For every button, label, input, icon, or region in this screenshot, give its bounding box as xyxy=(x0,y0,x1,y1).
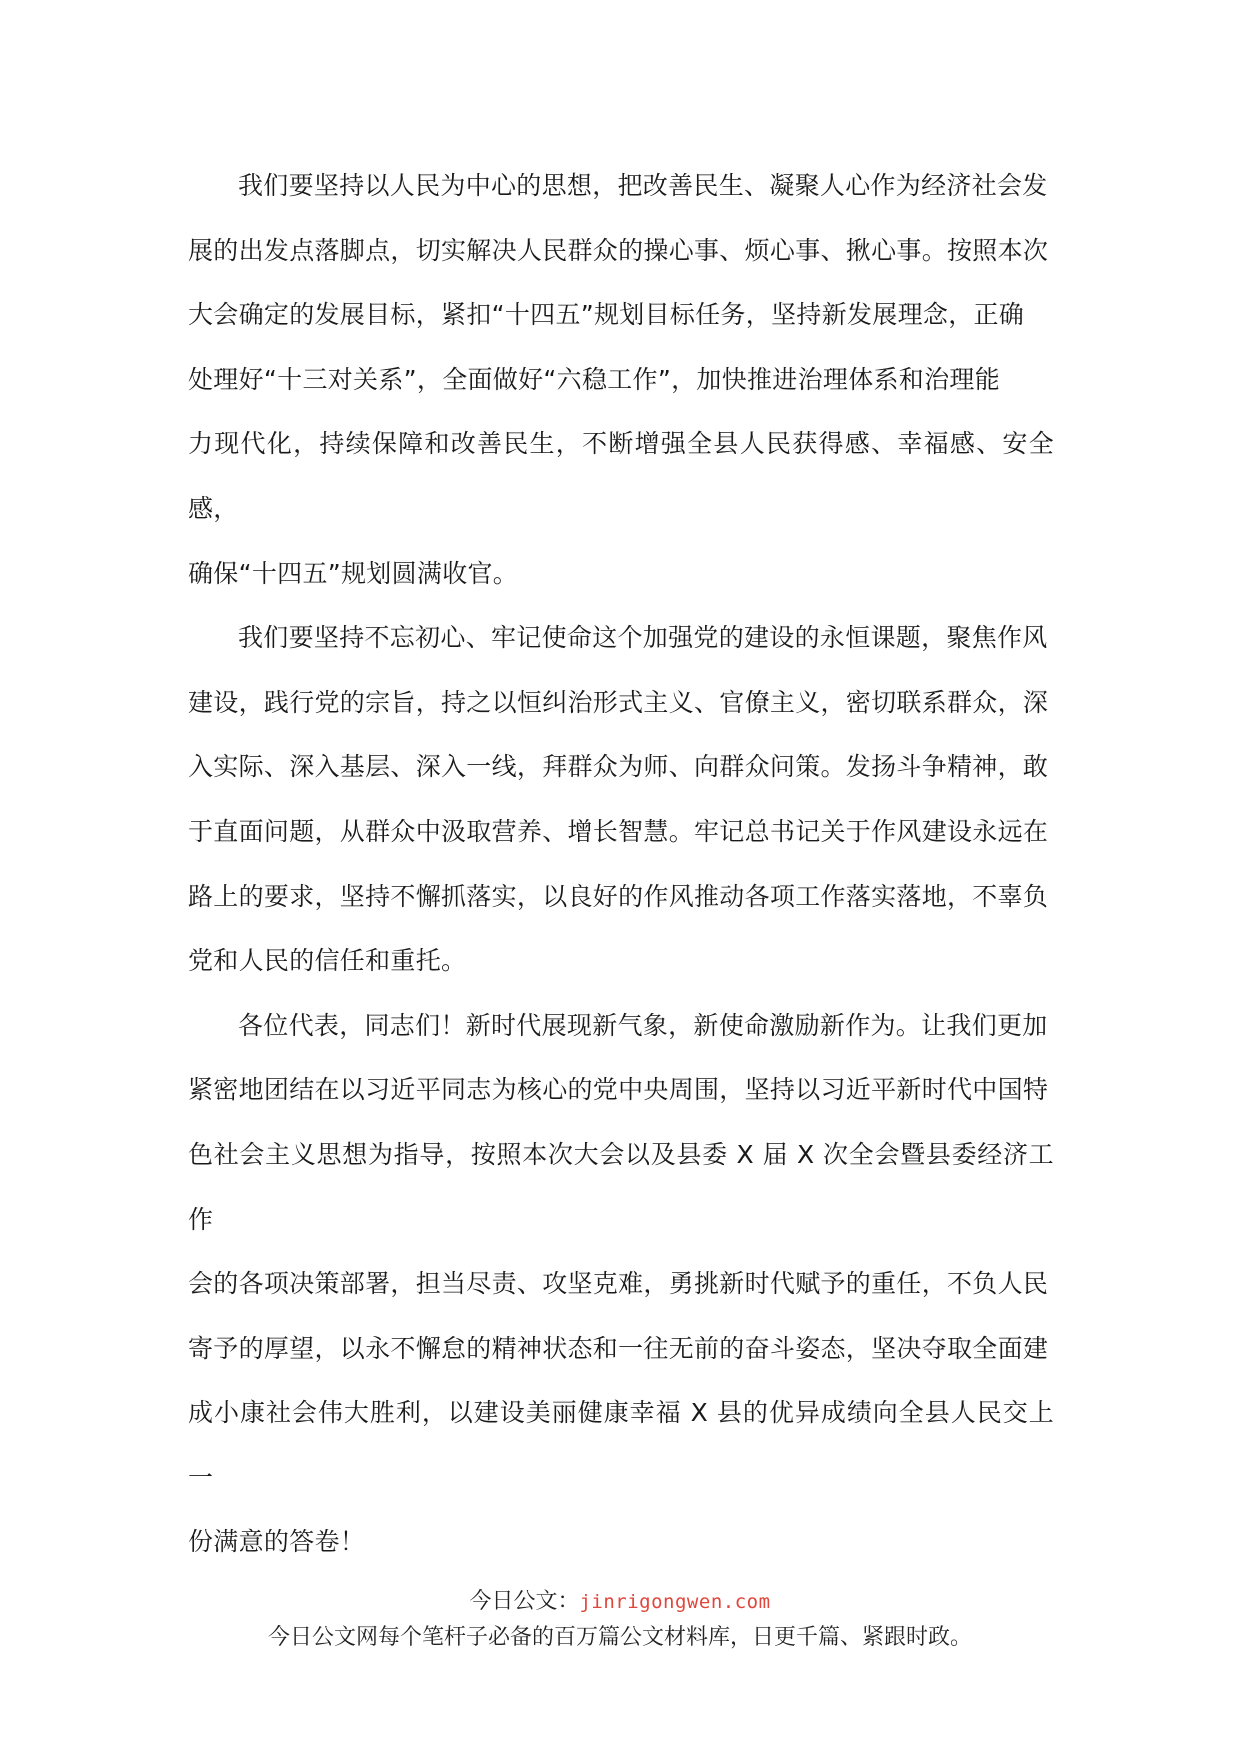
document-body xyxy=(188,154,1054,1575)
paragraph-people-centered: 我们要坚持以人民为中心的思想，把改善民生、凝聚人心作为经济社会发 展的出发点落脚点，切实解决人民群众的操心事、烦心事、揪心事。按照本次 大会确定的发展目标，紧扣“十四五”规划目标任务，坚持新发展理念，正确 处理好“十三对关系”，全面做好“六稳工作”，加快推进治理体系和治理能 力现代化，持续保障和改善民生，不断增强全县人民获得感、幸福感、安全感， 确保“十四五”规划圆满收官。 xyxy=(188,171,1054,588)
footer-site-link[interactable]: jinrigongwen.com xyxy=(579,1591,771,1613)
footer-site-label: 今日公文： xyxy=(469,1589,580,1614)
footer-site-line xyxy=(0,1584,1240,1615)
paragraph-closing-call: 各位代表，同志们！新时代展现新气象，新使命激励新作为。让我们更加 紧密地团结在以习近平同志为核心的党中央周围，坚持以习近平新时代中国特 色社会主义思想为指导，按照本次大会以及县委 X 届 X 次全会暨县委经济工作 会的各项决策部署，担当尽责、攻坚克难，勇挑新时代赋予的重任，不负人民 寄予的厚望，以永不懈怠的精神状态和一往无前的奋斗姿态，坚决夺取全面建 成小康社会伟大胜利，以建设美丽健康幸福 X 县的优异成绩向全县人民交上一 份满意的答卷！ xyxy=(188,1010,1054,1557)
footer-tagline: 今日公文网每个笔杆子必备的百万篇公文材料库，日更千篇、紧跟时政。 xyxy=(267,1625,972,1650)
paragraph-party-building: 我们要坚持不忘初心、牢记使命这个加强党的建设的永恒课题，聚焦作风 建设，践行党的宗旨，持之以恒纠治形式主义、官僚主义，密切联系群众，深 入实际、深入基层、深入一线，拜群众为师、向群众问策。发扬斗争精神，敢 于直面问题，从群众中汲取营养、增长智慧。牢记总书记关于作风建设永远在 路上的要求，坚持不懈抓落实，以良好的作风推动各项工作落实落地，不辜负 党和人民的信任和重托。 xyxy=(188,623,1049,976)
